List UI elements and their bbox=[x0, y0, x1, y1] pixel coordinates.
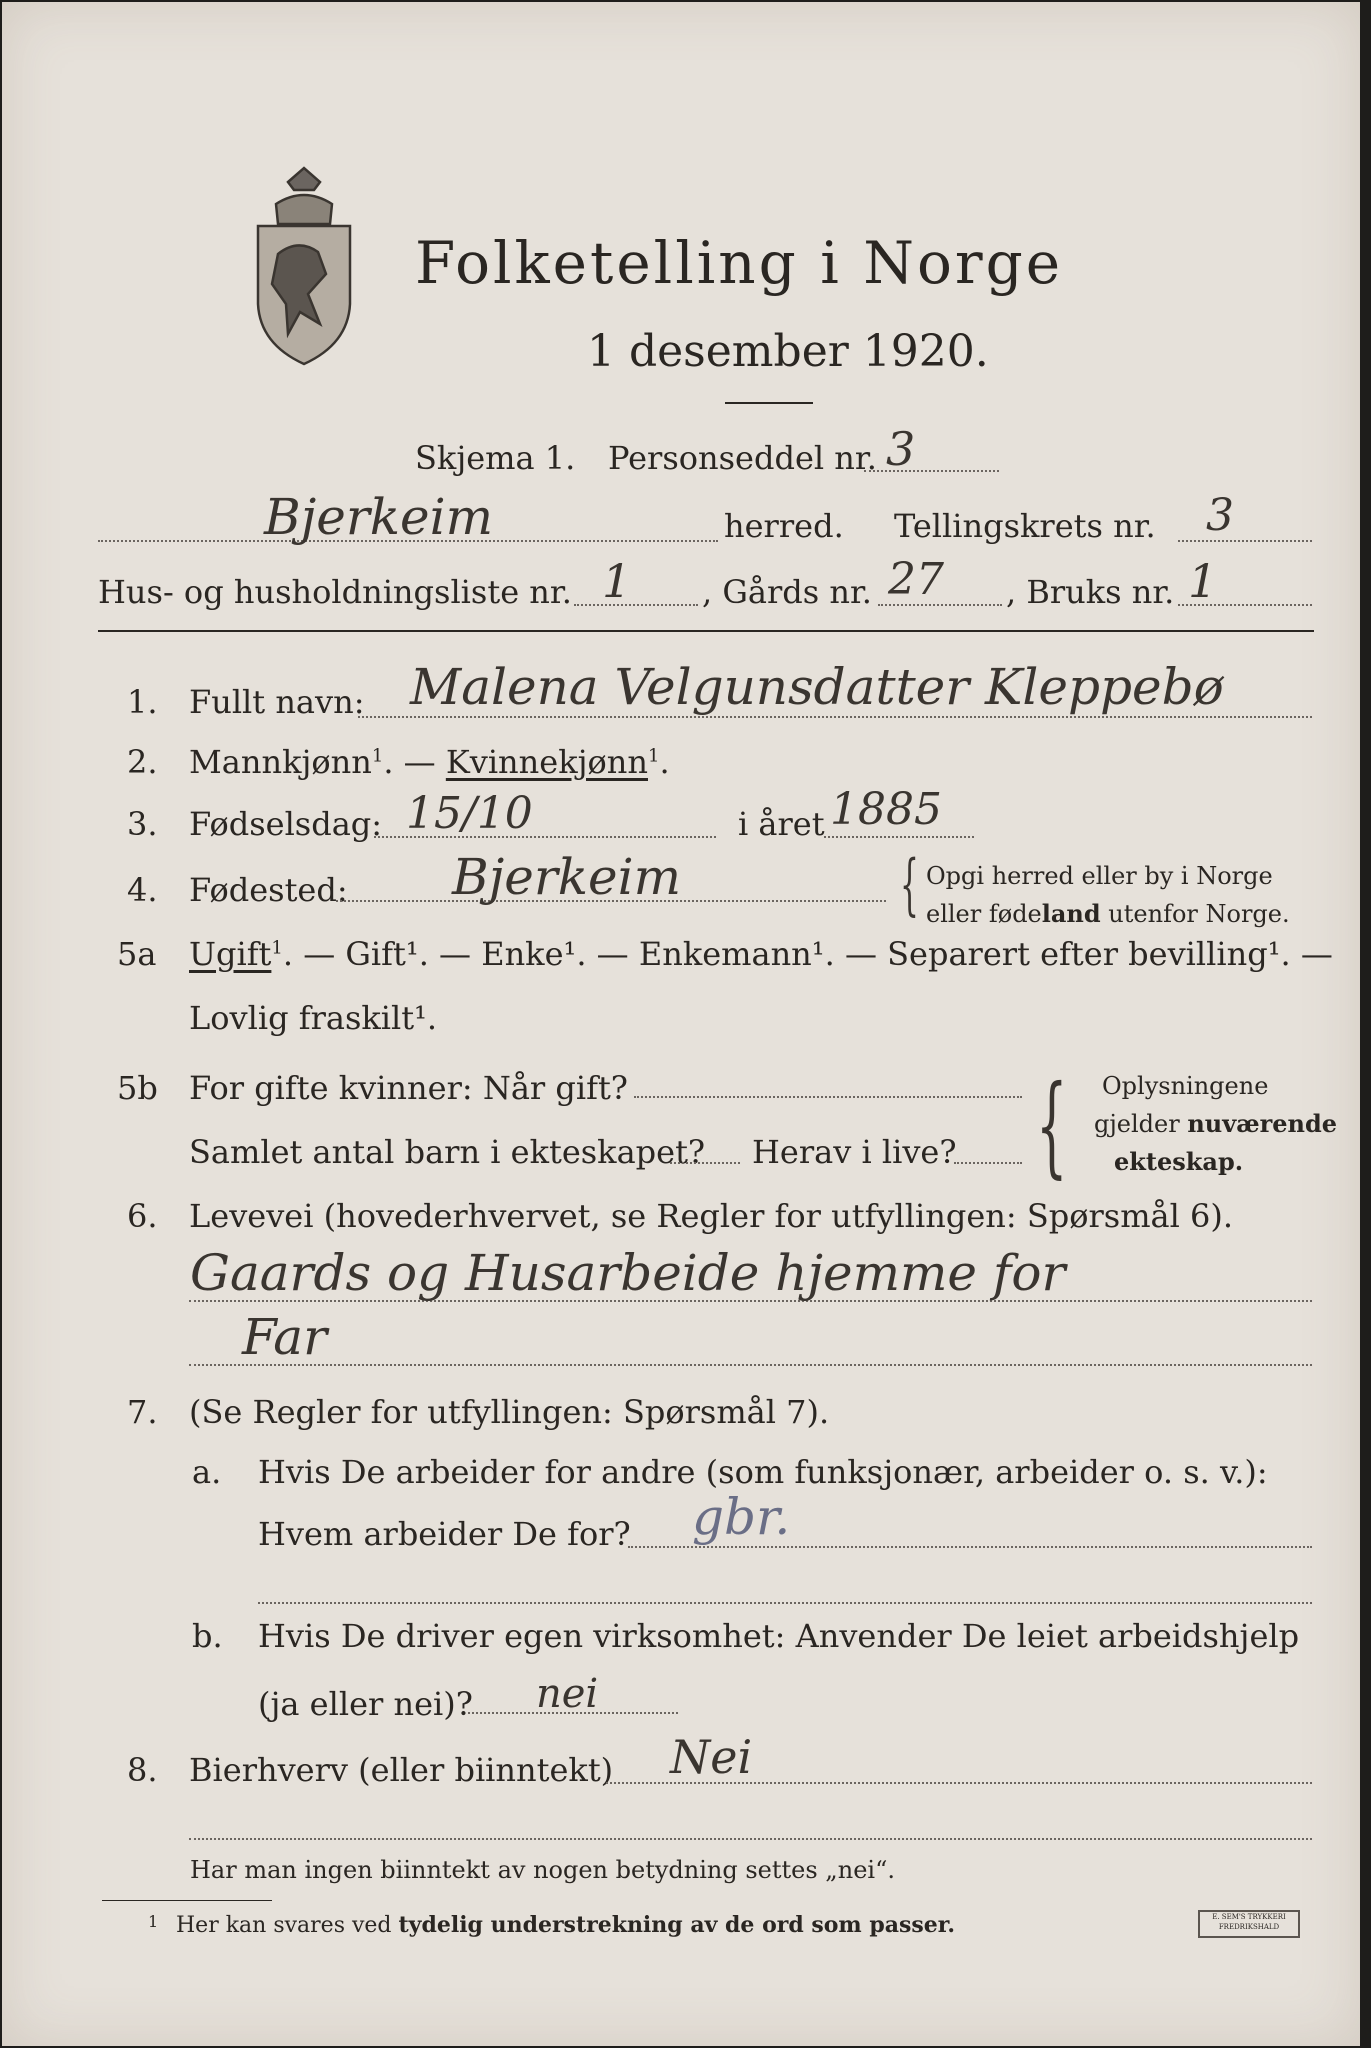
footnote-text: Her kan svares ved tydelig understrekning av de ord som passer. bbox=[176, 1912, 956, 1938]
q5a-options: Ugift$^1$. — Gift¹. — Enke¹. — Enkemann¹. — Separert efter bevilling¹. — bbox=[189, 935, 1333, 973]
tellingskrets-label: Tellingskrets nr. bbox=[894, 507, 1156, 545]
q5b-line1-dots bbox=[634, 1096, 1022, 1098]
q4-label: Fødested: bbox=[189, 871, 348, 909]
q6-number: 6. bbox=[127, 1197, 158, 1235]
q2-number: 2. bbox=[127, 743, 158, 781]
q6-answer2: Far bbox=[242, 1308, 328, 1366]
personseddel-line bbox=[864, 470, 999, 472]
q7a-line2: Hvem arbeider De for? bbox=[258, 1515, 631, 1553]
q7-label: (Se Regler for utfyllingen: Spørsmål 7). bbox=[189, 1393, 830, 1431]
q2-kvinne-selected: Kvinnekjønn bbox=[445, 743, 648, 781]
q4-note-line1: Opgi herred eller by i Norge bbox=[926, 862, 1273, 890]
q3-year-label: i året bbox=[738, 805, 825, 843]
q5a-ugift-selected: Ugift bbox=[189, 935, 272, 973]
q5b-line2a-dots bbox=[670, 1162, 740, 1164]
q1-number: 1. bbox=[127, 683, 158, 721]
footnote-mark: 1 bbox=[148, 1912, 159, 1931]
q5b-note1: Oplysningene bbox=[1102, 1072, 1269, 1100]
q7b-line1: Hvis De driver egen virksomhet: Anvender De leiet arbeidshjelp bbox=[258, 1617, 1300, 1655]
tellingskrets-line bbox=[1178, 540, 1312, 542]
hus-line bbox=[574, 604, 698, 606]
q4-value: Bjerkeim bbox=[452, 848, 682, 906]
q8-label: Bierhverv (eller biinntekt) bbox=[189, 1751, 614, 1789]
gards-value: 27 bbox=[888, 554, 944, 605]
form-title: Folketelling i Norge bbox=[415, 229, 1064, 297]
q7b-number: b. bbox=[192, 1617, 223, 1655]
q7a-line1: Hvis De arbeider for andre (som funksjonær, arbeider o. s. v.): bbox=[258, 1453, 1268, 1491]
q8-value: Nei bbox=[670, 1730, 753, 1784]
bruks-value: 1 bbox=[1188, 554, 1218, 608]
q7a-line-extra bbox=[258, 1602, 1312, 1604]
footnote-divider bbox=[102, 1900, 272, 1901]
header-divider bbox=[98, 630, 1314, 632]
q5b-note2: gjelder nuværende bbox=[1094, 1109, 1338, 1138]
q7b-line2: (ja eller nei)? bbox=[258, 1685, 473, 1723]
q6-answer1: Gaards og Husarbeide hjemme for bbox=[190, 1244, 1066, 1302]
hus-value: 1 bbox=[602, 554, 632, 608]
q7b-value: nei bbox=[536, 1671, 599, 1717]
hus-label: Hus- og husholdningsliste nr. bbox=[98, 573, 572, 611]
q4-note-line2: eller fødeland utenfor Norge. bbox=[926, 899, 1290, 928]
q5a-number: 5a bbox=[117, 935, 157, 973]
q5b-line2b: Herav i live? bbox=[752, 1133, 957, 1171]
q8-number: 8. bbox=[127, 1751, 158, 1789]
title-divider bbox=[725, 402, 813, 404]
skjema-label: Skjema 1. bbox=[415, 439, 576, 477]
q5b-line2a: Samlet antal barn i ekteskapet? bbox=[189, 1133, 706, 1171]
q3-year-value: 1885 bbox=[830, 784, 942, 835]
q4-brace: { bbox=[900, 846, 919, 923]
q1-value: Malena Velgunsdatter Kleppebø bbox=[410, 658, 1224, 716]
gards-label: , Gårds nr. bbox=[702, 573, 872, 611]
q5b-brace: { bbox=[1036, 1061, 1068, 1189]
q5b-line1: For gifte kvinner: Når gift? bbox=[189, 1069, 628, 1107]
q5b-note3: ekteskap. bbox=[1114, 1147, 1244, 1176]
census-form bbox=[2, 2, 1360, 2046]
q2-mann: Mannkjønn bbox=[189, 743, 372, 781]
tellingskrets-value: 3 bbox=[1206, 490, 1234, 541]
coat-of-arms-icon bbox=[248, 164, 360, 369]
q5a-line2: Lovlig fraskilt¹. bbox=[189, 999, 438, 1037]
q7a-line bbox=[628, 1546, 1312, 1548]
printer-stamp: E. SEM'S TRYKKERI FREDRIKSHALD bbox=[1198, 1910, 1300, 1938]
q1-label: Fullt navn: bbox=[189, 683, 365, 721]
q7-number: 7. bbox=[127, 1393, 158, 1431]
census-date: 1 desember 1920. bbox=[587, 326, 989, 377]
q5b-line2b-dots bbox=[954, 1162, 1022, 1164]
herred-label: herred. bbox=[724, 507, 844, 545]
q4-number: 4. bbox=[127, 871, 158, 909]
q8-note: Har man ingen biinntekt av nogen betydning settes „nei“. bbox=[190, 1856, 895, 1884]
q3-value: 15/10 bbox=[406, 788, 533, 839]
q2-options: Mannkjønn$^1$. — Kvinnekjønn$^1$. bbox=[189, 743, 670, 781]
q3-year-line bbox=[824, 836, 974, 838]
q7a-number: a. bbox=[192, 1453, 222, 1491]
bruks-label: , Bruks nr. bbox=[1006, 573, 1175, 611]
q3-number: 3. bbox=[127, 805, 158, 843]
herred-value: Bjerkeim bbox=[264, 488, 494, 546]
personseddel-label: Personseddel nr. bbox=[608, 439, 877, 477]
q6-line2 bbox=[189, 1364, 1312, 1366]
q6-label: Levevei (hovederhvervet, se Regler for utfyllingen: Spørsmål 6). bbox=[189, 1197, 1234, 1235]
q7a-value: gbr. bbox=[692, 1488, 791, 1546]
q1-line bbox=[358, 716, 1312, 718]
q3-label: Fødselsdag: bbox=[189, 805, 383, 843]
q5b-number: 5b bbox=[117, 1069, 158, 1107]
personseddel-value: 3 bbox=[886, 422, 916, 476]
q8-line-extra bbox=[189, 1838, 1312, 1840]
